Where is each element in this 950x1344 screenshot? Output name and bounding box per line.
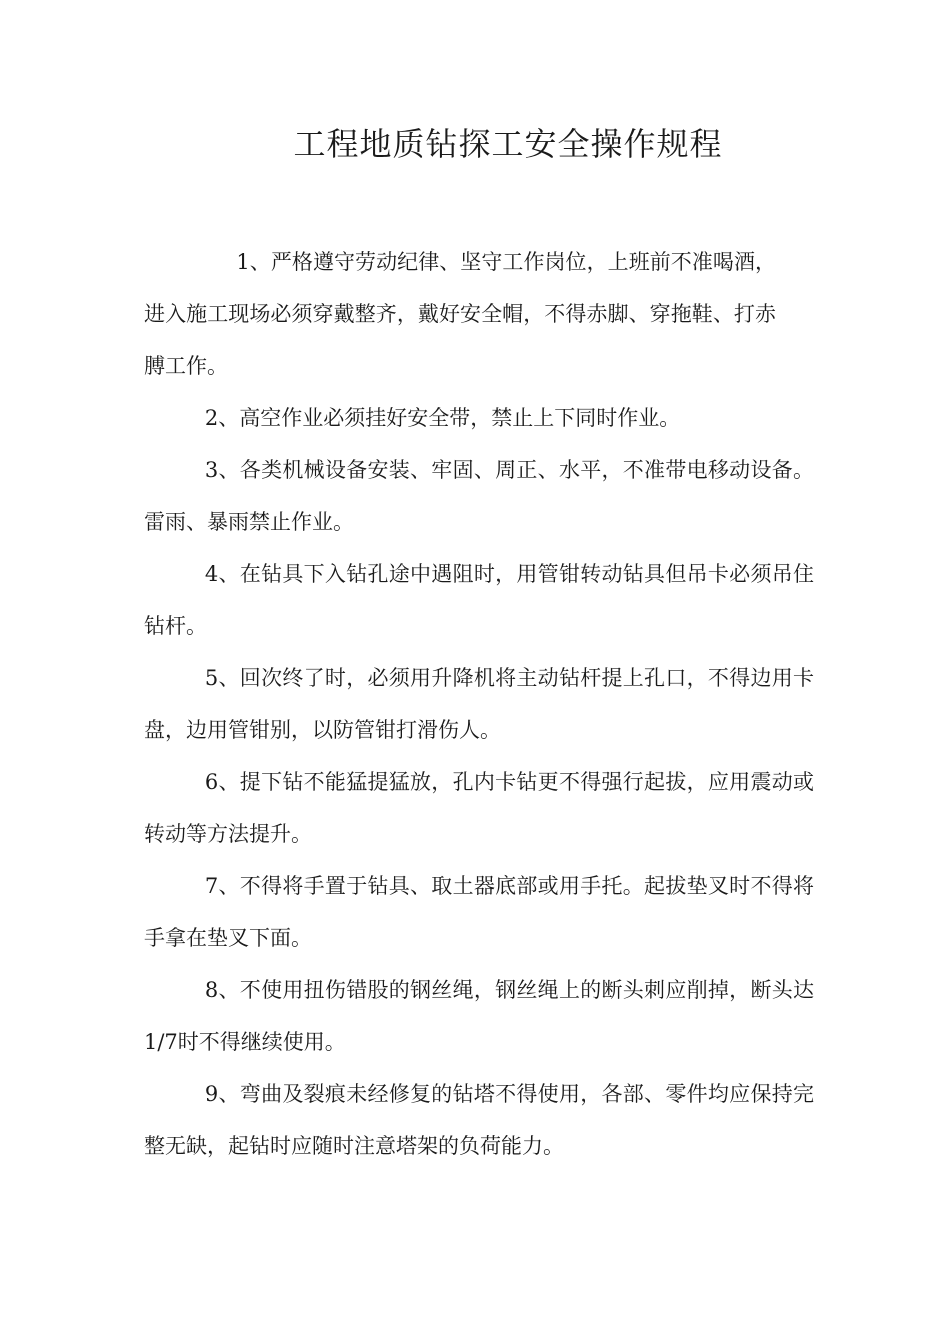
rule-paragraph-5: 5、回次终了时，必须用升降机将主动钻杆提上孔口，不得边用卡盘，边用管钳别，以防管钳打滑伤人。	[144, 666, 814, 742]
rule-paragraph-7: 7、不得将手置于钻具、取土器底部或用手托。起拔垫叉时不得将手拿在垫叉下面。	[144, 874, 814, 950]
rule-paragraph-6: 6、提下钻不能猛提猛放，孔内卡钻更不得强行起拔，应用震动或转动等方法提升。	[144, 770, 814, 846]
rule-paragraph-1: 1、严格遵守劳动纪律、坚守工作岗位，上班前不准喝酒，进入施工现场必须穿戴整齐，戴好安全帽，不得赤脚、穿拖鞋、打赤膊工作。	[144, 250, 776, 378]
document-body	[144, 236, 814, 1172]
rule-paragraph-2: 2、高空作业必须挂好安全带，禁止上下同时作业。	[204, 406, 681, 430]
rule-paragraph-4: 4、在钻具下入钻孔途中遇阻时，用管钳转动钻具但吊卡必须吊住钻杆。	[144, 562, 814, 638]
rule-paragraph-3: 3、各类机械设备安装、牢固、周正、水平，不准带电移动设备。雷雨、暴雨禁止作业。	[144, 458, 814, 534]
rule-paragraph-9: 9、弯曲及裂痕未经修复的钻塔不得使用，各部、零件均应保持完整无缺，起钻时应随时注意塔架的负荷能力。	[144, 1082, 814, 1158]
rule-paragraph-8: 8、不使用扭伤错股的钢丝绳，钢丝绳上的断头刺应削掉，断头达1/7时不得继续使用。	[144, 978, 814, 1054]
document-title: 工程地质钻探工安全操作规程	[293, 125, 723, 163]
